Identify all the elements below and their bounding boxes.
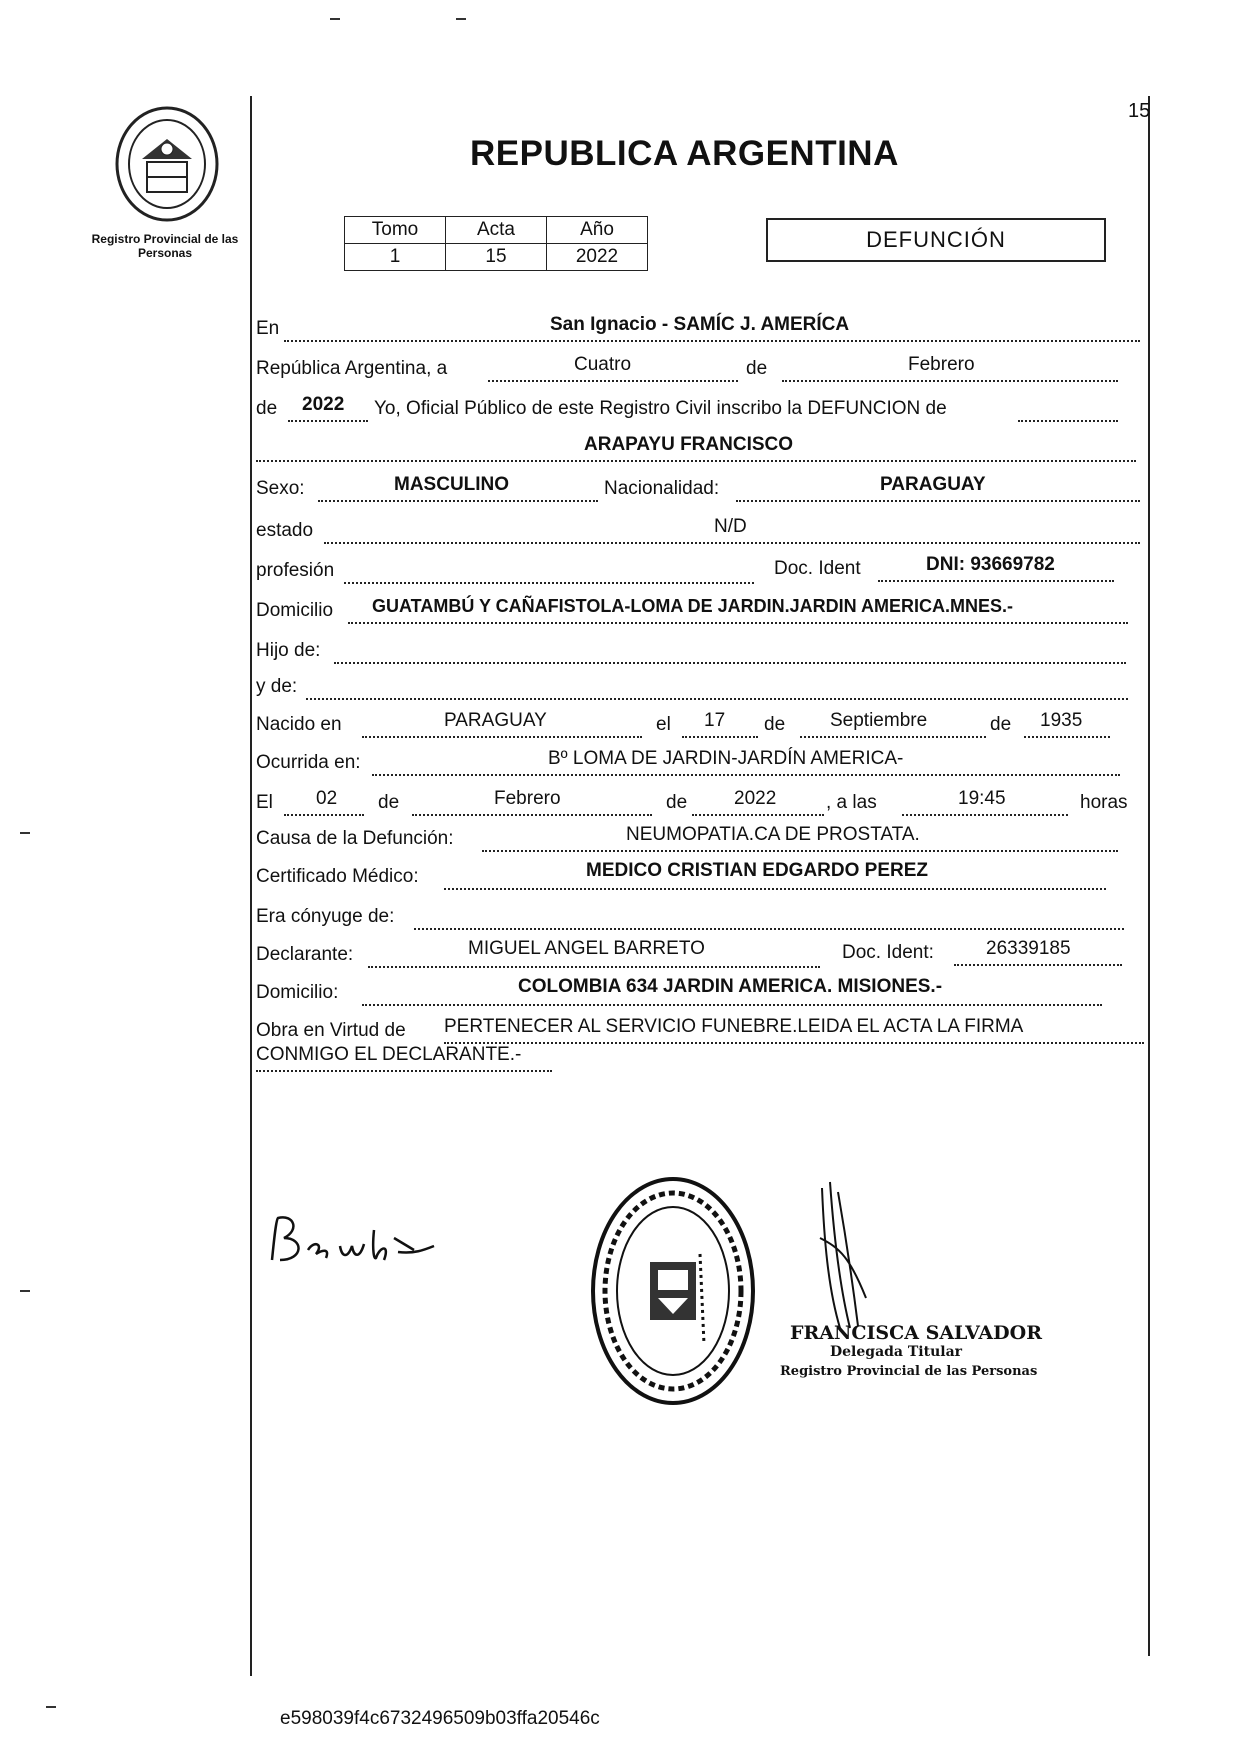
scan-mark: [46, 1706, 56, 1708]
label-profesion: profesión: [256, 560, 335, 581]
dotted-line: [414, 928, 1124, 930]
scan-mark: [330, 18, 340, 20]
field-nac-mes: Septiembre: [830, 710, 928, 731]
label-declarante-domicilio: Domicilio:: [256, 982, 339, 1003]
label-a-las: , a las: [826, 792, 877, 813]
field-obra-line1: PERTENECER AL SERVICIO FUNEBRE.LEIDA EL ACTA LA FIRMA: [444, 1016, 1024, 1037]
label-el: el: [656, 714, 671, 735]
label-doc-ident: Doc. Ident: [774, 558, 861, 579]
field-nac-anio: 1935: [1040, 710, 1083, 731]
field-causa: NEUMOPATIA.CA DE PROSTATA.: [626, 824, 920, 845]
field-def-mes: Febrero: [494, 788, 561, 809]
label-de: de: [378, 792, 400, 813]
field-nac-dia: 17: [704, 710, 726, 731]
field-declarante: MIGUEL ANGEL BARRETO: [468, 938, 705, 959]
page-number: 15: [1128, 100, 1151, 122]
field-sexo: MASCULINO: [394, 474, 510, 495]
label-en: En: [256, 318, 280, 339]
declarant-signature-icon: [264, 1210, 444, 1280]
dotted-line: [878, 580, 1114, 582]
field-nacionalidad: PARAGUAY: [880, 474, 986, 495]
field-lugar: San Ignacio - SAMÍC J. AMERÍCA: [550, 314, 850, 335]
right-margin-line: [1148, 96, 1150, 1656]
scan-mark: [20, 832, 30, 834]
official-role: Delegada Titular: [830, 1344, 963, 1360]
record-table-header-row: [345, 217, 648, 244]
dotted-line: [800, 736, 986, 738]
field-def-dia: 02: [316, 788, 338, 809]
label-intro: Yo, Oficial Público de este Registro Civil inscribo la DEFUNCION de: [374, 398, 947, 419]
field-nombre: ARAPAYU FRANCISCO: [584, 434, 794, 455]
dotted-line: [348, 622, 1128, 624]
record-value-tomo: 1: [345, 244, 446, 271]
registry-label: Registro Provincial de las Personas: [91, 232, 239, 260]
dotted-line: [256, 460, 1136, 462]
dotted-line: [1018, 420, 1118, 422]
label-republica: República Argentina, a: [256, 358, 448, 379]
label-domicilio: Domicilio: [256, 600, 334, 621]
dotted-line: [444, 888, 1106, 890]
record-table: [344, 216, 648, 271]
registry-stamp-icon: [588, 1174, 758, 1408]
field-certificado: MEDICO CRISTIAN EDGARDO PEREZ: [586, 860, 929, 881]
dotted-line: [284, 340, 1140, 342]
field-declarante-domicilio: COLOMBIA 634 JARDIN AMERICA. MISIONES.-: [518, 976, 943, 997]
label-ocurrida-en: Ocurrida en:: [256, 752, 361, 773]
dotted-line: [306, 698, 1128, 700]
dotted-line: [344, 582, 754, 584]
page-title: REPUBLICA ARGENTINA: [470, 134, 899, 173]
label-el-def: El: [256, 792, 273, 813]
field-def-anio: 2022: [734, 788, 777, 809]
official-signature-icon: [810, 1178, 880, 1338]
label-declarante-doc: Doc. Ident:: [842, 942, 934, 963]
label-sexo: Sexo:: [256, 478, 305, 499]
record-header-anio: Año: [547, 217, 648, 244]
scan-mark: [20, 1290, 30, 1292]
label-de: de: [256, 398, 278, 419]
dotted-line: [692, 814, 824, 816]
label-estado: estado: [256, 520, 314, 541]
scan-mark: [456, 18, 466, 20]
label-de: de: [990, 714, 1012, 735]
provincial-seal-icon: [112, 104, 222, 224]
dotted-line: [412, 814, 652, 816]
field-estado: N/D: [714, 516, 747, 537]
label-de: de: [746, 358, 768, 379]
record-header-tomo: Tomo: [345, 217, 446, 244]
document-type-box: DEFUNCIÓN: [766, 218, 1106, 262]
dotted-line: [334, 662, 1126, 664]
dotted-line: [324, 542, 1140, 544]
record-value-acta: 15: [446, 244, 547, 271]
record-value-anio: 2022: [547, 244, 648, 271]
field-anio: 2022: [302, 394, 345, 415]
field-dia: Cuatro: [574, 354, 632, 375]
dotted-line: [954, 964, 1122, 966]
field-obra-line2: CONMIGO EL DECLARANTE.-: [256, 1044, 522, 1065]
field-declarante-doc: 26339185: [986, 938, 1071, 959]
dotted-line: [284, 814, 364, 816]
label-hijo-de: Hijo de:: [256, 640, 321, 661]
label-certificado: Certificado Médico:: [256, 866, 419, 887]
label-causa: Causa de la Defunción:: [256, 828, 454, 849]
dotted-line: [288, 420, 368, 422]
field-doc-ident: DNI: 93669782: [926, 554, 1055, 575]
official-office: Registro Provincial de las Personas: [780, 1364, 1038, 1379]
dotted-line: [782, 380, 1118, 382]
dotted-line: [362, 1004, 1102, 1006]
label-nacido-en: Nacido en: [256, 714, 342, 735]
official-name: FRANCISCA SALVADOR: [790, 1322, 1042, 1344]
record-header-acta: Acta: [446, 217, 547, 244]
left-margin-line: [250, 96, 252, 1676]
label-nacionalidad: Nacionalidad:: [604, 478, 720, 499]
label-declarante: Declarante:: [256, 944, 354, 965]
dotted-line: [488, 380, 738, 382]
dotted-line: [902, 814, 1068, 816]
dotted-line: [736, 500, 1140, 502]
field-mes: Febrero: [908, 354, 975, 375]
field-ocurrida-en: Bº LOMA DE JARDIN-JARDÍN AMERICA-: [548, 748, 904, 769]
dotted-line: [318, 500, 598, 502]
dotted-line: [682, 736, 758, 738]
footer-hash: e598039f4c6732496509b03ffa20546c: [280, 1708, 600, 1729]
label-y-de: y de:: [256, 676, 298, 697]
dotted-line: [1024, 736, 1110, 738]
dotted-line: [362, 736, 642, 738]
field-def-hora: 19:45: [958, 788, 1006, 809]
label-obra: Obra en Virtud de: [256, 1020, 406, 1041]
dotted-line: [482, 850, 1118, 852]
dotted-line: [444, 1042, 1144, 1044]
field-nacido-en: PARAGUAY: [444, 710, 547, 731]
dotted-line: [368, 966, 820, 968]
label-conyuge: Era cónyuge de:: [256, 906, 395, 927]
field-domicilio: GUATAMBÚ Y CAÑAFISTOLA-LOMA DE JARDIN.JARDIN AMERICA.MNES.-: [372, 596, 1014, 616]
label-de: de: [764, 714, 786, 735]
label-horas: horas: [1080, 792, 1128, 813]
dotted-line: [372, 774, 1120, 776]
label-de: de: [666, 792, 688, 813]
dotted-line: [256, 1070, 552, 1072]
record-table-value-row: [345, 244, 648, 271]
